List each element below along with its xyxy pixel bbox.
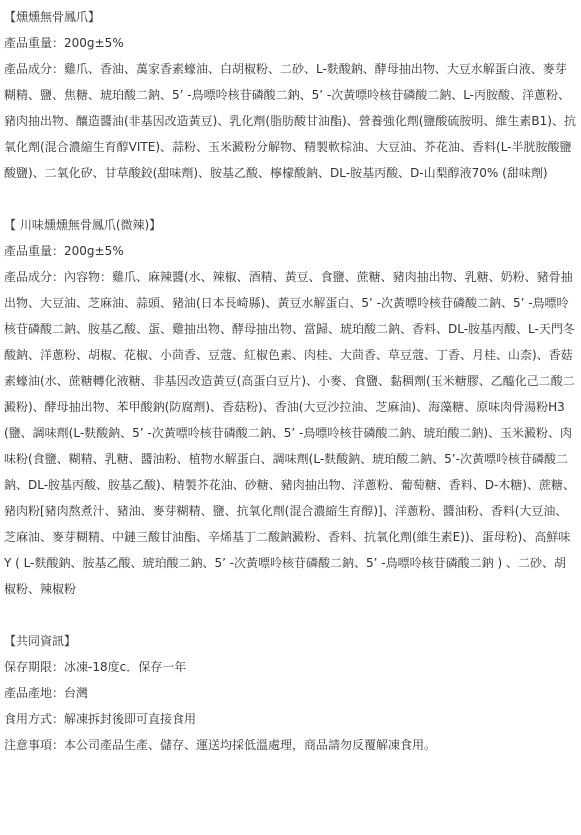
product1-section (4, 4, 577, 186)
section-spacer (4, 602, 577, 628)
product2-ingredients: 產品成分：內容物：雞爪、麻辣醬(水、辣椒、酒精、黃豆、食鹽、蔗糖、豬肉抽出物、乳糖、奶粉、豬骨抽出物、大豆油、芝麻油、蒜頭、豬油(日本長崎縣)、黃豆水解蛋白、5’ -次黃嘌呤核苷磷酸二鈉、5’ -鳥嘌呤核苷磷酸二鈉、胺基乙酸、蛋、雞抽出物、酵母抽出物、當歸、琥珀酸二鈉、香料、DL-胺基丙酸、L-天門冬酸鈉、洋蔥粉、胡椒、花椒、小茴香、豆蔻、紅椒色素、肉桂、大茴香、草豆蔻、丁香、月桂、山柰)、香菇素蠔油(水、蔗糖轉化液糖、非基因改造黃豆(高蛋白豆片)、小麥、食鹽、黏稠劑(玉米糖膠、乙醯化己二酸二澱粉)、酵母抽出物、苯甲酸鈉(防腐劑)、香菇粉)、香油(大豆沙拉油、芝麻油)、海藻糖、原味肉骨湯粉H3(鹽、調味劑(L-麩酸鈉、5’ -次黃嘌呤核苷磷酸二鈉、5’ -鳥嘌呤核苷磷酸二鈉、琥珀酸二鈉)、玉米澱粉、肉味粉(食鹽、糊精、乳糖、醬油粉、植物水解蛋白、調味劑(L-麩酸鈉、琥珀酸二鈉、5’-次黃嘌呤核苷磷酸二鈉、DL-胺基丙酸、胺基乙酸)、精製芥花油、砂糖、豬肉抽出物、洋蔥粉、葡萄糖、香料、D-木糖)、蔗糖、豬肉粉[豬肉熬煮汁、豬油、麥芽糊精、鹽、抗氧化劑(混合濃縮生育醇)]、洋蔥粉、醬油粉、香料(大豆油、芝麻油、麥芽糊精、中鏈三酸甘油酯、辛烯基丁二酸鈉澱粉、香料、抗氧化劑(維生素E))、蛋母粉)、高鮮味Y ( L-麩酸鈉、胺基乙酸、琥珀酸二鈉、5’ -次黃嘌呤核苷磷酸二鈉、5’ -鳥嘌呤核苷磷酸二鈉 ) 、二砂、胡椒粉、辣椒粉 (4, 270, 575, 596)
common-info-title: 【共同資訊】 (4, 634, 77, 648)
product2-section (4, 212, 577, 602)
notice: 注意事項：本公司產品生產、儲存、運送均採低溫處理，商品請勿反覆解凍食用。 (4, 738, 437, 752)
product1-weight: 產品重量：200g±5% (4, 36, 124, 50)
usage: 食用方式：解凍拆封後即可直接食用 (4, 712, 197, 726)
product2-weight: 產品重量：200g±5% (4, 244, 124, 258)
product2-title: 【 川味燻燻無骨鳳爪(微辣)】 (4, 218, 162, 232)
shelf-life: 保存期限：冰凍-18度c．保存一年 (4, 660, 187, 674)
common-info-section (4, 628, 577, 758)
product1-title: 【燻燻無骨鳳爪】 (4, 10, 101, 24)
section-spacer (4, 186, 577, 212)
origin: 產品產地：台灣 (4, 686, 89, 700)
product1-ingredients: 產品成分：雞爪、香油、萬家香素蠔油、白胡椒粉、二砂、L-麩酸鈉、酵母抽出物、大豆水解蛋白液、麥芽糊精、鹽、焦糖、琥珀酸二鈉、5’ -鳥嘌呤核苷磷酸二鈉、5’ -次黃嘌呤核苷磷酸二鈉、L-丙胺酸、洋蔥粉、豬肉抽出物、釀造醬油(非基因改造黃豆)、乳化劑(脂肪酸甘油酯)、營養強化劑(鹽酸硫胺明、維生素B1)、抗氧化劑(混合濃縮生育醇VITE)、蒜粉、玉米澱粉分解物、精製軟棕油、大豆油、芥花油、香料(L-半胱胺酸鹽酸鹽)、二氧化矽、甘草酸鉸(甜味劑)、胺基乙酸、檸檬酸鈉、DL-胺基丙酸、D-山梨醇液70% (甜味劑) (4, 62, 576, 180)
